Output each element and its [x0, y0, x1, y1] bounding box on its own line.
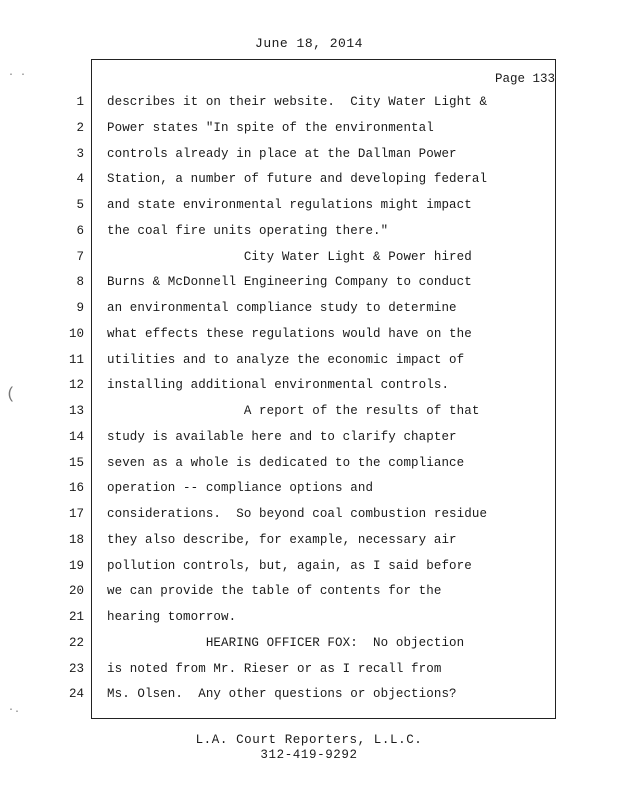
transcript-line: controls already in place at the Dallman Power — [107, 146, 457, 161]
line-number: 19 — [68, 558, 84, 573]
court-reporter-phone: 312-419-9292 — [260, 748, 358, 762]
line-number: 11 — [68, 352, 84, 367]
transcript-line: Ms. Olsen. Any other questions or objections? — [107, 687, 457, 702]
line-number: 5 — [76, 198, 84, 212]
line-number: 10 — [68, 326, 84, 341]
line-number: 16 — [68, 481, 84, 496]
line-number: 23 — [68, 661, 84, 676]
scan-mark: ( — [6, 385, 16, 403]
scan-mark: ·. — [8, 705, 21, 716]
line-number: 4 — [76, 172, 84, 187]
line-number: 13 — [68, 404, 84, 418]
transcript-line: we can provide the table of contents for the — [107, 584, 442, 599]
page-number: Page 133 — [494, 72, 555, 86]
transcript-line: City Water Light & Power hired — [107, 249, 472, 264]
transcript-line: Power states "In spite of the environmental — [107, 120, 434, 135]
line-number: 21 — [68, 610, 84, 624]
transcript-line: the coal fire units operating there." — [107, 223, 389, 238]
line-number: 22 — [68, 635, 84, 650]
transcript-line: A report of the results of that — [107, 404, 480, 418]
line-number: 12 — [68, 378, 84, 393]
court-reporter-name: L.A. Court Reporters, L.L.C. — [195, 733, 423, 747]
line-number: 20 — [68, 584, 84, 599]
line-number: 24 — [68, 687, 84, 702]
line-number: 1 — [76, 95, 84, 109]
transcript-line: describes it on their website. City Water Light & — [107, 95, 488, 109]
line-number: 17 — [68, 507, 84, 521]
transcript-body — [107, 90, 547, 708]
line-number: 3 — [76, 146, 84, 161]
line-number: 14 — [68, 429, 84, 444]
transcript-line: HEARING OFFICER FOX: No objection — [107, 635, 465, 650]
transcript-line: is noted from Mr. Rieser or as I recall from — [107, 661, 442, 676]
transcript-line: seven as a whole is dedicated to the compliance — [107, 455, 465, 470]
transcript-line: pollution controls, but, again, as I said before — [107, 558, 472, 573]
line-number: 15 — [68, 455, 84, 470]
transcript-date: June 18, 2014 — [255, 36, 363, 51]
transcript-line: Burns & McDonnell Engineering Company to conduct — [107, 275, 472, 290]
line-number: 7 — [76, 249, 84, 264]
transcript-line: hearing tomorrow. — [107, 610, 237, 624]
transcript-line: study is available here and to clarify chapter — [107, 429, 457, 444]
transcript-line: considerations. So beyond coal combustion residue — [107, 507, 488, 521]
line-number-column — [62, 90, 84, 708]
transcript-line: installing additional environmental controls. — [107, 378, 450, 393]
line-number: 8 — [76, 275, 84, 290]
transcript-line: they also describe, for example, necessary air — [107, 532, 457, 547]
transcript-line: an environmental compliance study to determine — [107, 301, 457, 315]
scan-mark: · · — [8, 70, 27, 81]
line-number: 6 — [76, 223, 84, 238]
line-number: 18 — [68, 532, 84, 547]
transcript-line: Station, a number of future and developing federal — [107, 172, 488, 187]
transcript-line: utilities and to analyze the economic impact of — [107, 352, 465, 367]
line-number: 2 — [76, 120, 84, 135]
line-number: 9 — [76, 301, 84, 315]
transcript-line: what effects these regulations would have on the — [107, 326, 472, 341]
transcript-line: and state environmental regulations might impact — [107, 198, 472, 212]
transcript-line: operation -- compliance options and — [107, 481, 374, 496]
